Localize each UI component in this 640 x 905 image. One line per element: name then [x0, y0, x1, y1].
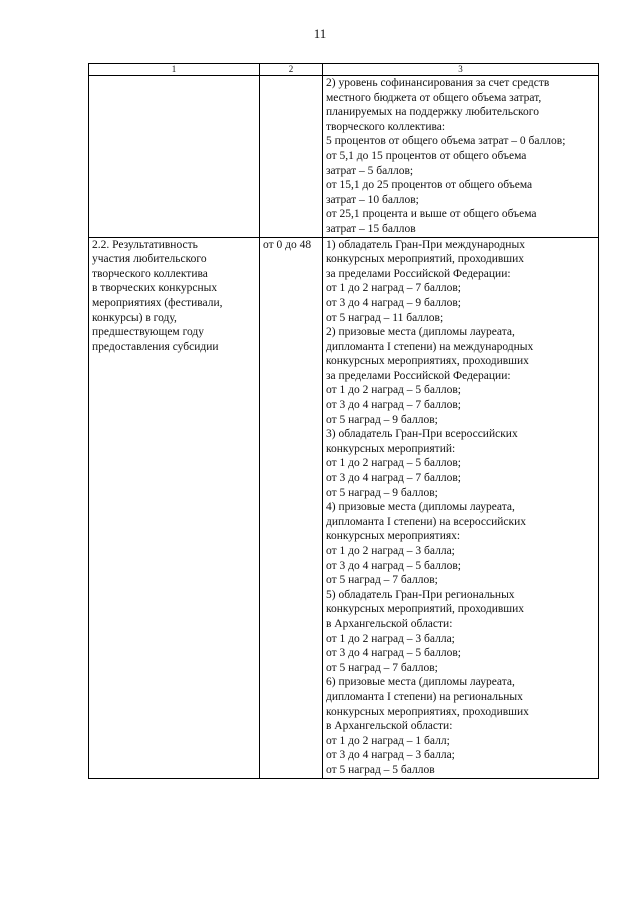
description-line: от 5 наград – 9 баллов;: [326, 486, 438, 499]
description-line: от 5 наград – 7 баллов;: [326, 661, 438, 674]
description-line: от 1 до 2 наград – 1 балл;: [326, 734, 450, 747]
description-line: от 3 до 4 наград – 5 баллов;: [326, 647, 461, 660]
criterion-cell: [89, 237, 260, 778]
description-line: конкурсных мероприятий:: [326, 442, 456, 455]
criterion-cell: [89, 76, 260, 238]
description-line: дипломанта I степени) на региональных: [326, 690, 523, 703]
column-header-1: 1: [89, 64, 260, 76]
description-line: конкурсных мероприятий, проходивших: [326, 253, 525, 266]
description-line: конкурсных мероприятиях, проходивших: [326, 705, 529, 718]
criteria-table: [88, 63, 599, 779]
points-range-cell: [260, 76, 323, 238]
description-line: за пределами Российской Федерации:: [326, 369, 511, 382]
description-line: от 3 до 4 наград – 3 балла;: [326, 749, 455, 762]
description-line: дипломанта I степени) на всероссийских: [326, 515, 526, 528]
page-number: 11: [313, 26, 327, 41]
table-header-row: [89, 64, 599, 76]
description-line: 2) уровень софинансирования за счет средств: [326, 77, 550, 89]
description-line: от 1 до 2 наград – 7 баллов;: [326, 282, 461, 295]
description-line: от 1 до 2 наград – 3 балла;: [326, 545, 455, 557]
criterion-line: участия любительского: [92, 253, 207, 266]
criterion-line: предоставления субсидии: [92, 340, 219, 353]
description-line: местного бюджета от общего объема затрат,: [326, 91, 542, 104]
description-line: 3) обладатель Гран-При всероссийских: [326, 428, 518, 441]
description-line: от 1 до 2 наград – 5 баллов;: [326, 384, 461, 397]
points-range-cell: [260, 237, 323, 778]
description-line: творческого коллектива:: [326, 120, 446, 133]
description-line: за пределами Российской Федерации:: [326, 267, 511, 280]
criterion-line: 2.2. Результативность: [92, 238, 198, 251]
column-header-3: 3: [323, 64, 599, 76]
description-line: 5 процентов от общего объема затрат – 0 баллов;: [326, 135, 566, 148]
description-line: от 5 наград – 9 баллов;: [326, 413, 438, 426]
description-line: в Архангельской области:: [326, 720, 453, 733]
description-line: от 5 наград – 5 баллов: [326, 763, 435, 776]
description-line: 6) призовые места (дипломы лауреата,: [326, 676, 515, 689]
description-line: от 25,1 процента и выше от общего объема: [326, 208, 537, 221]
description-line: от 1 до 2 наград – 3 балла;: [326, 632, 455, 645]
description-line: конкурсных мероприятий, проходивших: [326, 603, 525, 616]
description-cell: [323, 76, 599, 238]
description-line: планируемых на поддержку любительского: [326, 106, 539, 119]
criterion-line: творческого коллектива: [92, 267, 208, 280]
criterion-line: в творческих конкурсных: [92, 282, 218, 295]
description-line: в Архангельской области:: [326, 617, 453, 630]
description-line: от 3 до 4 наград – 9 баллов;: [326, 296, 461, 309]
description-line: от 3 до 4 наград – 7 баллов;: [326, 399, 461, 412]
points-range: от 0 до 48: [263, 238, 312, 251]
description-line: конкурсных мероприятиях:: [326, 530, 461, 543]
table-body: [89, 76, 599, 779]
description-line: дипломанта I степени) на международных: [326, 340, 534, 353]
description-line: затрат – 15 баллов: [326, 222, 416, 235]
description-line: от 15,1 до 25 процентов от общего объема: [326, 179, 533, 192]
table-row: [89, 76, 599, 238]
description-line: 2) призовые места (дипломы лауреата,: [326, 326, 515, 339]
description-line: 4) призовые места (дипломы лауреата,: [326, 501, 515, 514]
description-cell: [323, 237, 599, 778]
criterion-line: мероприятиях (фестивали,: [92, 296, 223, 309]
description-line: затрат – 10 баллов;: [326, 193, 419, 206]
description-line: от 5 наград – 7 баллов;: [326, 574, 438, 587]
description-line: от 3 до 4 наград – 5 баллов;: [326, 559, 461, 572]
description-line: от 5,1 до 15 процентов от общего объема: [326, 149, 527, 162]
criterion-line: конкурсы) в году,: [92, 311, 177, 324]
table-row: [89, 237, 599, 778]
description-line: затрат – 5 баллов;: [326, 164, 414, 177]
description-line: от 5 наград – 11 баллов;: [326, 311, 444, 324]
column-header-2: 2: [260, 64, 323, 76]
description-line: 5) обладатель Гран-При региональных: [326, 588, 515, 601]
description-line: от 3 до 4 наград – 7 баллов;: [326, 472, 461, 485]
description-line: от 1 до 2 наград – 5 баллов;: [326, 457, 461, 470]
description-line: конкурсных мероприятиях, проходивших: [326, 355, 529, 368]
criterion-line: предшествующем году: [92, 326, 205, 339]
description-line: 1) обладатель Гран-При международных: [326, 238, 525, 251]
